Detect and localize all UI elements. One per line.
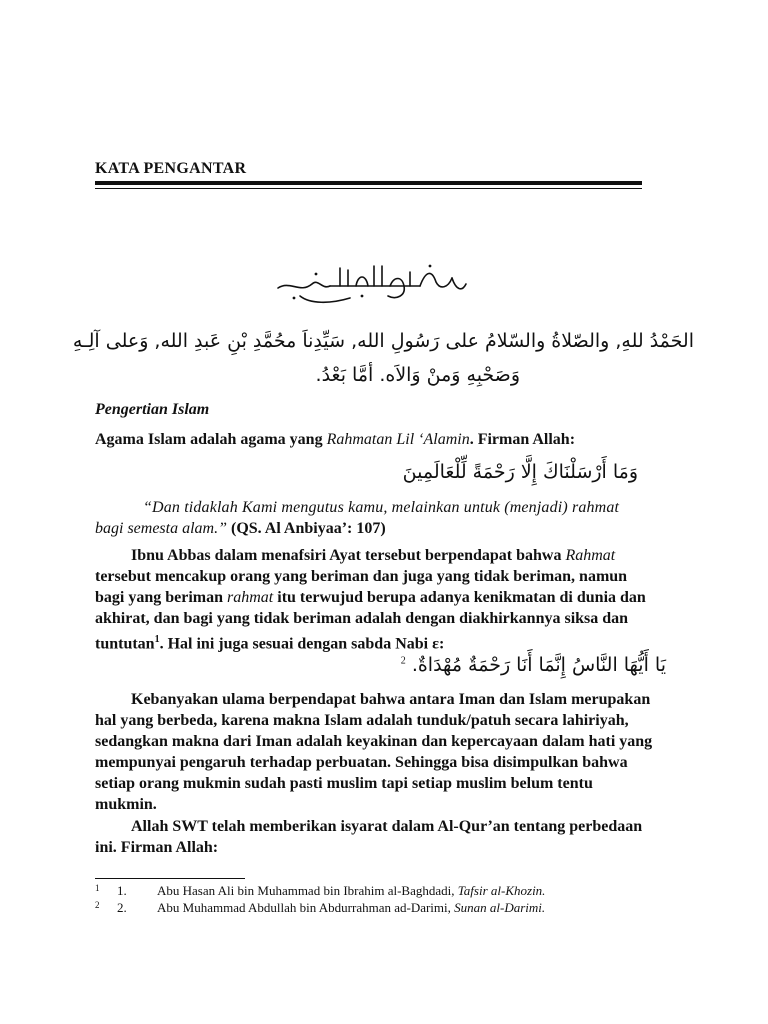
section-heading: Pengertian Islam xyxy=(95,401,210,418)
para1-line5-a: tuntutan xyxy=(95,635,155,653)
page-title: KATA PENGANTAR xyxy=(95,160,247,177)
footnote-ref-2[interactable]: 2 xyxy=(400,655,406,667)
intro-text-italic: Rahmatan Lil ‘Alamin xyxy=(326,431,470,448)
para1-line5 xyxy=(95,629,695,654)
para2-line6: mukmin. xyxy=(95,796,157,813)
para2-line1: Kebanyakan ulama berpendapat bahwa antara Iman dan Islam merupakan xyxy=(131,691,651,708)
para1-line2: tersebut mencakup orang yang beriman dan juga yang tidak beriman, namun xyxy=(95,568,628,585)
para2-line5: setiap orang mukmin sudah pasti muslim tapi setiap muslim belum tentu xyxy=(95,775,593,792)
translation-ref: (QS. Al Anbiyaa’: 107) xyxy=(227,520,386,537)
footnote-ref-1[interactable]: 1 xyxy=(154,634,160,645)
basmala-calligraphy-icon xyxy=(270,260,470,312)
footnote-2-source: Sunan al-Darimi. xyxy=(454,900,546,915)
verse-arabic: وَمَا أَرْسَلْنَاكَ إِلَّا رَحْمَةً لِّلْعَالَمِينَ xyxy=(402,461,638,483)
footnote-1-mark: 1 xyxy=(95,883,100,893)
footnote-2-index: 2. xyxy=(117,900,127,915)
title-rule-thick xyxy=(95,181,642,185)
para3-line2: ini. Firman Allah: xyxy=(95,839,219,856)
title-rule-thin xyxy=(95,188,642,189)
translation-quote xyxy=(95,497,695,539)
footnote-2 xyxy=(95,900,545,916)
footnote-1-text: Abu Hasan Ali bin Muhammad bin Ibrahim al-Baghdadi, xyxy=(157,883,458,898)
footnote-1-source: Tafsir al-Khozin. xyxy=(457,883,546,898)
paragraph-isyarat xyxy=(95,816,695,858)
para3-line1: Allah SWT telah memberikan isyarat dalam Al-Qur’an tentang perbedaan xyxy=(131,818,643,835)
footnote-2-text: Abu Muhammad Abdullah bin Abdurrahman ad-Darimi, xyxy=(157,900,455,915)
para2-line2: hal yang berbeda, karena makna Islam adalah tunduk/patuh secara lahiriyah, xyxy=(95,712,629,729)
para1-line5-b: . Hal ini juga sesuai dengan sabda Nabi ε: xyxy=(159,635,445,653)
para1-line3-b: rahmat xyxy=(227,589,274,606)
intro-text-part1: Agama Islam adalah agama yang xyxy=(95,431,327,448)
opening-arabic-line2: وَصَحْبِهِ وَمنْ وَالاَه. أمَّا بَعْدُ. xyxy=(315,364,520,386)
para1-line3-c: itu terwujud berupa adanya kenikmatan di dunia dan xyxy=(273,589,646,606)
paragraph-ibnu-abbas xyxy=(95,545,695,654)
hadith-line xyxy=(401,654,666,676)
para2-line3: sedangkan makna dari Iman adalah keyakinan dan kepercayaan dalam hati yang xyxy=(95,733,653,750)
para1-line3 xyxy=(95,587,695,608)
opening-arabic-line1: الحَمْدُ للهِ, والصّلاةُ والسّلامُ على رَسُولِ الله, سَيِّدِناَ محُمَّدِ بْنِ عَبدِ الله, وَعلى آلِـهِ xyxy=(72,330,694,352)
footnote-2-mark: 2 xyxy=(95,900,100,910)
para2-line4: mempunyai pengaruh terhadap perbuatan. Sehingga bisa disimpulkan bahwa xyxy=(95,754,628,771)
hadith-arabic: يَا أَيُّهَا النَّاسُ إِنَّمَا أَنَا رَحْمَةٌ مُهْدَاةٌ. xyxy=(411,654,666,676)
para1-line1 xyxy=(95,545,695,566)
footnote-separator xyxy=(95,878,245,879)
translation-line1: “Dan tidaklah Kami mengutus kamu, melainkan untuk (menjadi) rahmat xyxy=(143,499,620,516)
para1-line1-b: Rahmat xyxy=(565,547,616,564)
translation-line2-italic: bagi semesta alam.” xyxy=(95,520,227,537)
para1-line1-a: Ibnu Abbas dalam menafsiri Ayat tersebut berpendapat bahwa xyxy=(131,547,566,564)
intro-line xyxy=(95,429,695,450)
para1-line3-a: bagi yang beriman xyxy=(95,589,228,606)
footnote-1 xyxy=(95,883,545,899)
para1-line4: akhirat, dan bagi yang tidak beriman adalah dengan diakhirkannya siksa dan xyxy=(95,610,629,627)
footnote-1-index: 1. xyxy=(117,883,127,898)
intro-text-part3: . Firman Allah: xyxy=(469,431,576,448)
translation-line2 xyxy=(95,518,695,539)
paragraph-iman-islam xyxy=(95,689,695,815)
